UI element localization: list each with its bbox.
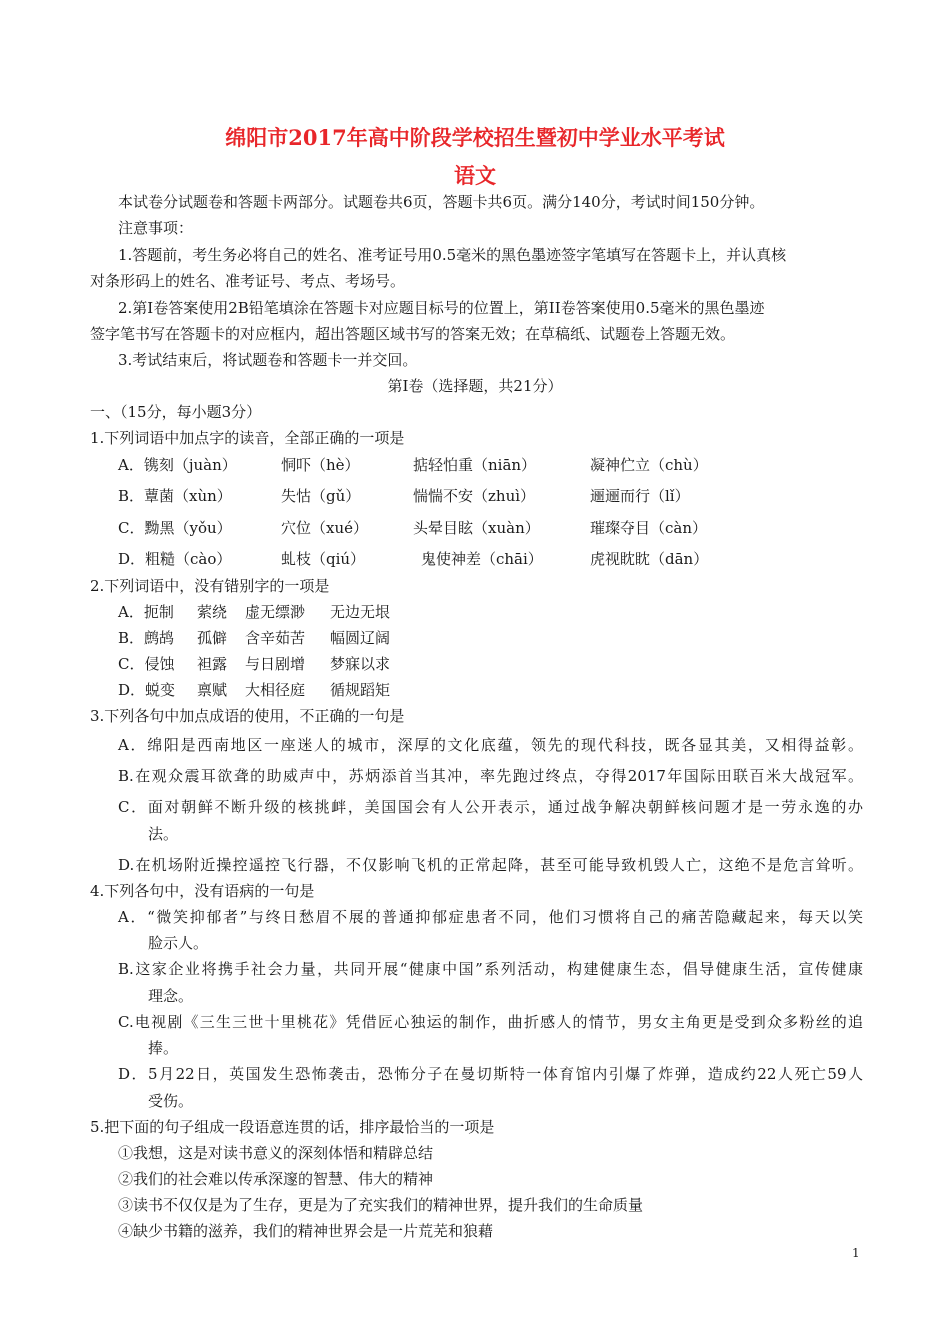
q2-a-word-4: 无边无垠	[330, 603, 391, 621]
q1-b-item-3: 惴惴不安（zhuì）	[413, 487, 536, 505]
q2-c-word-2: 袒露	[197, 655, 228, 673]
q4-option-a-cont: 脸示人。	[148, 934, 209, 952]
exam-title: 绵阳市2017年高中阶段学校招生暨初中学业水平考试	[225, 125, 725, 150]
note-1-line-2: 对条形码上的姓名、准考证号、考点、考场号。	[90, 272, 406, 290]
q2-a-word-2: 萦绕	[197, 603, 228, 621]
notes-title: 注意事项：	[118, 219, 194, 237]
q2-c-word-3: 与日剧增	[245, 655, 306, 673]
q5-sentence-2: ②我们的社会难以传承深邃的智慧、伟大的精神	[118, 1170, 434, 1188]
q1-d-item-2: 虬枝（qiú）	[281, 550, 366, 568]
q5-sentence-1: ①我想，这是对读书意义的深刻体悟和精辟总结	[118, 1144, 434, 1162]
q4-option-a: A．“微笑抑郁者”与终日愁眉不展的普通抑郁症患者不同，他们习惯将自己的痛苦隐藏起来，每天以笑	[118, 908, 863, 926]
q1-a-item-3: 掂轻怕重（niān）	[413, 456, 537, 474]
q1-c-item-2: 穴位（xué）	[281, 519, 368, 537]
q2-d-word-1: D．蜕变	[118, 681, 176, 699]
q2-c-word-4: 梦寐以求	[330, 655, 391, 673]
q4-option-d: D．5月22日，英国发生恐怖袭击，恐怖分子在曼切斯特一体育馆内引爆了炸弹，造成约22人死亡59人	[118, 1065, 863, 1083]
q2-b-word-2: 孤僻	[197, 629, 228, 647]
q2-b-word-4: 幅圆辽阔	[330, 629, 391, 647]
q4-option-c: C.电视剧《三生三世十里桃花》凭借匠心独运的制作，曲折感人的情节，男女主角更是受到众多粉丝的追	[118, 1013, 863, 1031]
q4-option-b: B.这家企业将携手社会力量，共同开展“健康中国”系列活动，构建健康生态，倡导健康生活，宣传健康	[118, 960, 863, 978]
question-4-stem: 4.下列各句中，没有语病的一句是	[90, 882, 315, 900]
q1-a-item-2: 恫吓（hè）	[281, 456, 360, 474]
q1-d-item-4: 虎视眈眈（dān）	[590, 550, 709, 568]
question-3-stem: 3.下列各句中加点成语的使用，不正确的一句是	[90, 707, 405, 725]
intro-paragraph: 本试卷分试题卷和答题卡两部分。试题卷共6页，答题卡共6页。满分140分，考试时间150分钟。	[118, 193, 765, 211]
q1-b-item-1: B．蕈菌（xùn）	[118, 487, 232, 505]
q2-b-word-3: 含辛茹苦	[245, 629, 306, 647]
q3-option-d: D.在机场附近操控遥控飞行器，不仅影响飞机的正常起降，甚至可能导致机毁人亡，这绝不是危言耸听。	[118, 856, 863, 874]
q5-sentence-3: ③读书不仅仅是为了生存，更是为了充实我们的精神世界，提升我们的生命质量	[118, 1196, 644, 1214]
note-3: 3.考试结束后，将试题卷和答题卡一并交回。	[118, 351, 418, 369]
q1-c-item-4: 璀璨夺目（càn）	[590, 519, 708, 537]
q2-d-word-2: 禀赋	[197, 681, 228, 699]
q2-d-word-3: 大相径庭	[245, 681, 306, 699]
question-2-stem: 2.下列词语中，没有错别字的一项是	[90, 577, 330, 595]
q5-sentence-4: ④缺少书籍的滋养，我们的精神世界会是一片荒芜和狼藉	[118, 1222, 494, 1240]
q3-option-c-cont: 法。	[148, 825, 179, 843]
page-number: 1	[852, 1246, 860, 1260]
question-5-stem: 5.把下面的句子组成一段语意连贯的话，排序最恰当的一项是	[90, 1118, 495, 1136]
note-2-line-2: 签字笔书写在答题卡的对应框内，超出答题区域书写的答案无效；在草稿纸、试题卷上答题无效。	[90, 325, 736, 343]
q1-a-item-4: 凝神伫立（chù）	[590, 456, 708, 474]
q3-option-a: A．绵阳是西南地区一座迷人的城市，深厚的文化底蕴，领先的现代科技，既各显其美，又相得益彰。	[118, 736, 863, 754]
q4-option-c-cont: 捧。	[148, 1039, 179, 1057]
q2-d-word-4: 循规蹈矩	[330, 681, 391, 699]
q4-option-d-cont: 受伤。	[148, 1092, 194, 1110]
q1-c-item-3: 头晕目眩（xuàn）	[413, 519, 540, 537]
note-1-line-1: 1.答题前，考生务必将自己的姓名、准考证号用0.5毫米的黑色墨迹签字笔填写在答题卡上，并认真核	[118, 246, 787, 264]
q1-a-item-1: A．镌刻（juàn）	[118, 456, 237, 474]
question-1-stem: 1.下列词语中加点字的读音，全部正确的一项是	[90, 429, 405, 447]
exam-subject: 语文	[454, 163, 496, 188]
q1-d-item-1: D．粗糙（cào）	[118, 550, 232, 568]
q3-option-c: C．面对朝鲜不断升级的核挑衅，美国国会有人公开表示，通过战争解决朝鲜核问题才是一劳永逸的办	[118, 798, 863, 816]
note-2-line-1: 2.第Ⅰ卷答案使用2B铅笔填涂在答题卡对应题目标号的位置上，第II卷答案使用0.5毫米的黑色墨迹	[118, 299, 765, 317]
q1-b-item-4: 逦逦而行（lǐ）	[590, 487, 690, 505]
q2-c-word-1: C．侵蚀	[118, 655, 175, 673]
group-title: 一、（15分，每小题3分）	[90, 403, 262, 421]
part-title: 第Ⅰ卷（选择题，共21分）	[387, 377, 563, 395]
q3-option-b: B.在观众震耳欲聋的助威声中，苏炳添首当其冲，率先跑过终点，夺得2017年国际田联百米大战冠军。	[118, 767, 863, 785]
q4-option-b-cont: 理念。	[148, 987, 194, 1005]
q2-b-word-1: B．鹧鸪	[118, 629, 175, 647]
q2-a-word-3: 虚无缥渺	[245, 603, 306, 621]
q1-c-item-1: C．黝黑（yǒu）	[118, 519, 232, 537]
q2-a-word-1: A．扼制	[118, 603, 174, 621]
q1-b-item-2: 失怙（gǔ）	[281, 487, 361, 505]
q1-d-item-3: 鬼使神差（chāi）	[421, 550, 543, 568]
